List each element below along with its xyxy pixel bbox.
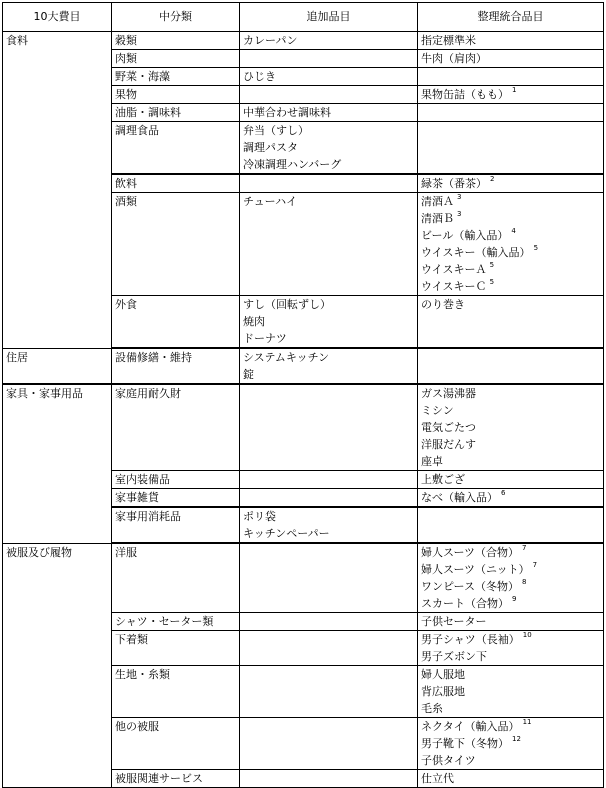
sub-category-cell: 肉類 (112, 50, 240, 68)
merged-item-text: 子供セーター (421, 615, 487, 628)
merged-item (421, 261, 600, 278)
merged-item-text: 座卓 (421, 455, 443, 468)
added-items-cell (240, 50, 418, 68)
sub-category-cell: 穀類 (112, 32, 240, 50)
merged-item-text: ウイスキー（輸入品） (421, 246, 531, 259)
merged-items-cell (418, 631, 604, 666)
major-category-cell: 家具・家事用品 (3, 384, 112, 543)
merged-item (421, 278, 600, 295)
added-item: すし（回転ずし） (243, 298, 331, 311)
merged-item (421, 227, 600, 244)
sub-category-cell: 他の被服 (112, 718, 240, 770)
merged-item (421, 578, 600, 595)
merged-item (421, 419, 600, 436)
sub-category-cell: 下着類 (112, 631, 240, 666)
added-item: 調理パスタ (243, 141, 298, 154)
table-row (3, 384, 604, 471)
footnote-marker: 11 (522, 718, 532, 726)
merged-items-cell (418, 86, 604, 104)
merged-item-text: 男子靴下（冬物） (421, 737, 509, 750)
merged-item (421, 752, 600, 769)
merged-item-text: 洋服だんす (421, 438, 476, 451)
merged-item-text: 婦人服地 (421, 668, 465, 681)
merged-item-text: 男子ズボン下 (421, 650, 487, 663)
merged-item (421, 385, 600, 402)
merged-item-text: 仕立代 (421, 772, 454, 785)
added-item: キッチンペーパー (243, 527, 330, 540)
merged-items-cell (418, 770, 604, 788)
merged-item-text: ビール（輸入品） (421, 229, 509, 242)
sub-category-cell: 調理食品 (112, 122, 240, 175)
merged-item-text: ワンピース（冬物） (421, 580, 520, 593)
merged-item (421, 700, 600, 717)
merged-item-text: 清酒Ｂ (421, 212, 454, 225)
added-items-cell (240, 193, 418, 296)
merged-item-text: ネクタイ（輸入品） (421, 720, 520, 733)
added-items-cell (240, 86, 418, 104)
item-revision-table (2, 2, 604, 788)
merged-items-cell (418, 193, 604, 296)
merged-item (421, 86, 600, 103)
merged-item (421, 770, 600, 787)
merged-items-cell (418, 384, 604, 471)
added-items-cell (240, 348, 418, 384)
sub-category-cell: 油脂・調味料 (112, 104, 240, 122)
merged-items-cell (418, 32, 604, 50)
major-category-cell: 食料 (3, 32, 112, 349)
footnote-marker: 10 (522, 631, 532, 639)
merged-items-cell (418, 122, 604, 175)
header-row (3, 3, 604, 32)
merged-item-text: ウイスキーＣ (421, 280, 487, 293)
added-item: 錠 (243, 368, 254, 381)
merged-item-text: ミシン (421, 404, 454, 417)
sub-category-cell: 野菜・海藻 (112, 68, 240, 86)
merged-item-text: 毛糸 (421, 702, 443, 715)
item-revision-table-wrapper (2, 2, 604, 788)
sub-category-cell: 酒類 (112, 193, 240, 296)
sub-category-cell: 被服関連サービス (112, 770, 240, 788)
added-items-cell (240, 507, 418, 543)
sub-category-cell: 室内装備品 (112, 471, 240, 489)
merged-items-cell (418, 50, 604, 68)
merged-item (421, 648, 600, 665)
merged-items-cell (418, 666, 604, 718)
merged-item-text: 婦人スーツ（合物） (421, 546, 520, 559)
major-category-cell: 住居 (3, 348, 112, 384)
footnote-marker: 3 (457, 210, 462, 218)
merged-item-text: スカート（合物） (421, 597, 509, 610)
merged-item (421, 296, 600, 313)
added-items-cell (240, 489, 418, 508)
footnote-marker: 6 (501, 489, 506, 497)
table-row (3, 32, 604, 50)
added-items-cell (240, 122, 418, 175)
header-major-category: 10大費目 (3, 3, 112, 32)
merged-item (421, 175, 600, 192)
merged-item-text: 婦人スーツ（ニット） (421, 563, 530, 576)
merged-item (421, 735, 600, 752)
sub-category-cell: 家事用消耗品 (112, 507, 240, 543)
merged-items-cell (418, 507, 604, 543)
merged-item-text: なべ（輸入品） (421, 491, 498, 504)
added-items-cell (240, 296, 418, 349)
merged-item (421, 561, 600, 578)
merged-items-cell (418, 489, 604, 508)
footnote-marker: 8 (522, 578, 527, 586)
merged-item (421, 50, 600, 67)
merged-items-cell (418, 471, 604, 489)
table-row (3, 543, 604, 613)
merged-item (421, 32, 600, 49)
sub-category-cell: 外食 (112, 296, 240, 349)
added-item: 弁当（すし） (243, 124, 309, 137)
sub-category-cell: 生地・糸類 (112, 666, 240, 718)
merged-item (421, 402, 600, 419)
table-row (3, 348, 604, 384)
merged-item (421, 595, 600, 612)
merged-items-cell (418, 613, 604, 631)
added-item: カレーパン (243, 34, 298, 47)
merged-item-text: のり巻き (421, 298, 465, 311)
merged-items-cell (418, 174, 604, 193)
sub-category-cell: 家事雑貨 (112, 489, 240, 508)
sub-category-cell: 設備修繕・維持 (112, 348, 240, 384)
merged-item-text: ウイスキーＡ (421, 263, 487, 276)
added-items-cell (240, 174, 418, 193)
merged-item (421, 471, 600, 488)
added-items-cell (240, 68, 418, 86)
merged-items-cell (418, 543, 604, 613)
footnote-marker: 5 (533, 244, 539, 252)
merged-item-text: 上敷ござ (421, 473, 465, 486)
footnote-marker: 9 (512, 595, 517, 603)
header-sub-category: 中分類 (112, 3, 240, 32)
merged-item (421, 244, 600, 261)
footnote-marker: 7 (522, 544, 527, 552)
added-items-cell (240, 718, 418, 770)
added-items-cell (240, 770, 418, 788)
merged-item (421, 718, 600, 735)
added-items-cell (240, 543, 418, 613)
added-item: ポリ袋 (243, 510, 276, 523)
merged-item-text: 男子シャツ（長袖） (421, 633, 520, 646)
merged-item-text: ガス湯沸器 (421, 387, 476, 400)
sub-category-cell: 洋服 (112, 543, 240, 613)
sub-category-cell: 飲料 (112, 174, 240, 193)
footnote-marker: 12 (512, 735, 521, 743)
footnote-marker: 4 (511, 227, 516, 235)
added-items-cell (240, 666, 418, 718)
merged-item-text: 子供タイツ (421, 754, 476, 767)
merged-items-cell (418, 348, 604, 384)
merged-item (421, 544, 600, 561)
merged-item-text: 電気ごたつ (421, 421, 476, 434)
footnote-marker: 1 (512, 86, 517, 94)
sub-category-cell: シャツ・セーター類 (112, 613, 240, 631)
merged-items-cell (418, 296, 604, 349)
footnote-marker: 5 (489, 261, 495, 269)
merged-item-text: 清酒Ａ (421, 195, 454, 208)
added-item: ひじき (243, 70, 276, 83)
added-item: 焼肉 (243, 315, 265, 328)
footnote-marker: 7 (532, 561, 538, 569)
merged-item (421, 210, 600, 227)
merged-item-text: 緑茶（番茶） (421, 177, 487, 190)
merged-item (421, 489, 600, 506)
added-item: 冷凍調理ハンバーグ (243, 158, 342, 171)
added-item: ドーナツ (243, 332, 287, 345)
merged-item (421, 666, 600, 683)
added-items-cell (240, 631, 418, 666)
merged-item-text: 牛肉（肩肉） (421, 52, 487, 65)
footnote-marker: 3 (457, 193, 462, 201)
merged-item (421, 453, 600, 470)
merged-item-text: 指定標準米 (421, 34, 476, 47)
added-items-cell (240, 104, 418, 122)
added-items-cell (240, 613, 418, 631)
added-items-cell (240, 384, 418, 471)
header-added-items: 追加品目 (240, 3, 418, 32)
merged-item (421, 683, 600, 700)
merged-item (421, 613, 600, 630)
added-item: チューハイ (243, 195, 298, 208)
merged-item (421, 631, 600, 648)
added-items-cell (240, 32, 418, 50)
sub-category-cell: 家庭用耐久財 (112, 384, 240, 471)
merged-items-cell (418, 68, 604, 86)
header-merged-items: 整理統合品目 (418, 3, 604, 32)
added-item: システムキッチン (243, 351, 330, 364)
merged-item (421, 193, 600, 210)
merged-item-text: 果物缶詰（もも） (421, 88, 509, 101)
merged-items-cell (418, 104, 604, 122)
merged-item-text: 背広服地 (421, 685, 465, 698)
sub-category-cell: 果物 (112, 86, 240, 104)
merged-item (421, 436, 600, 453)
major-category-cell: 被服及び履物 (3, 543, 112, 788)
added-items-cell (240, 471, 418, 489)
footnote-marker: 2 (490, 175, 495, 183)
added-item: 中華合わせ調味料 (243, 106, 331, 119)
footnote-marker: 5 (489, 278, 495, 286)
merged-items-cell (418, 718, 604, 770)
